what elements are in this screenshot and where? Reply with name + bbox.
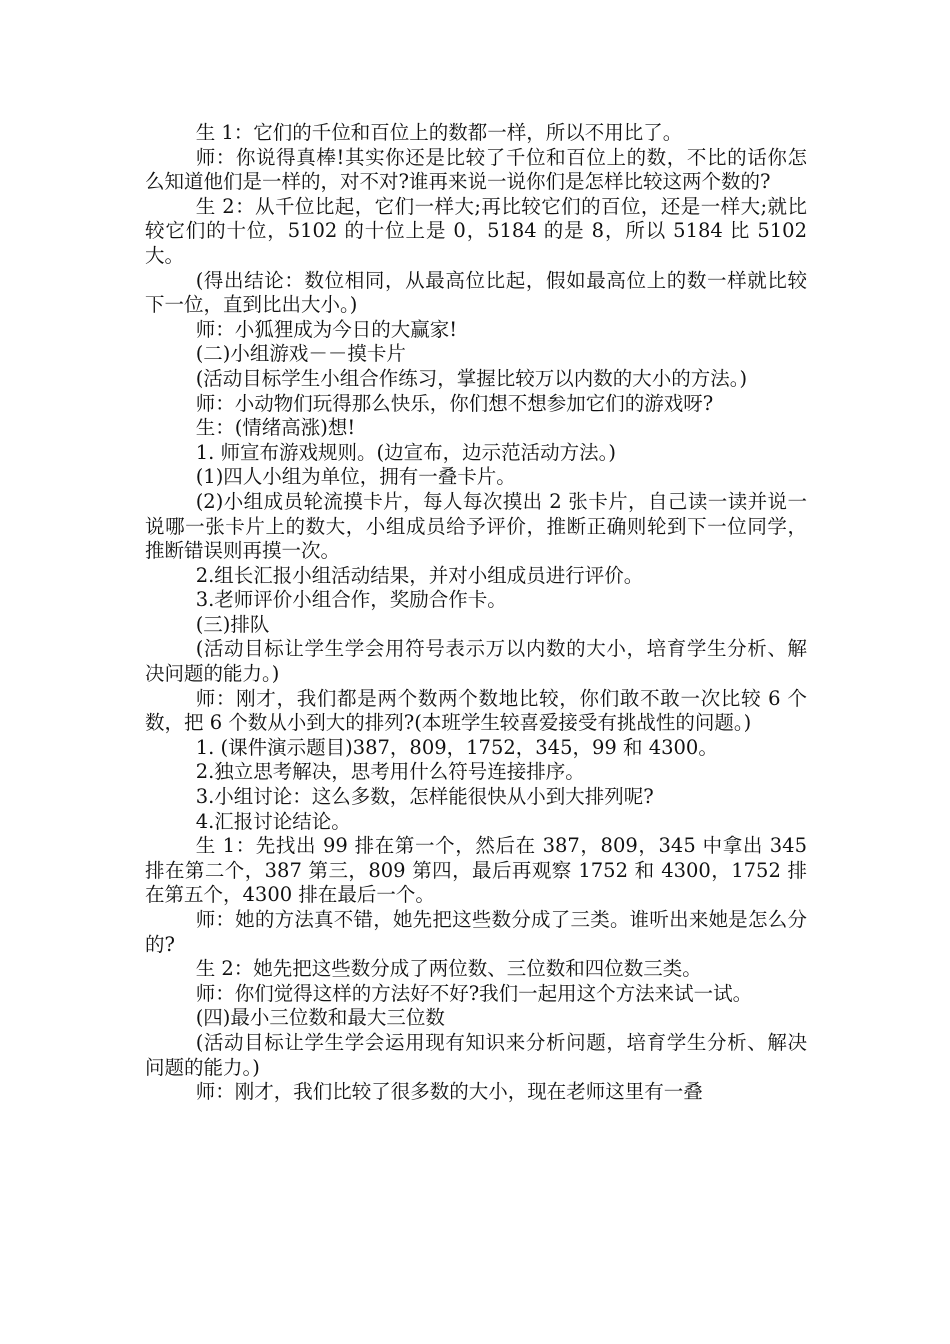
- paragraph: 师：刚才，我们比较了很多数的大小，现在老师这里有一叠: [195, 1080, 703, 1104]
- list-item: 3.老师评价小组合作，奖励合作卡。: [195, 588, 507, 612]
- paragraph: 师：她的方法真不错，她先把这些数分成了三类。谁听出来她是怎么分的?: [145, 908, 807, 956]
- paragraph: 师：你们觉得这样的方法好不好?我们一起用这个方法来试一试。: [195, 981, 753, 1005]
- paragraph: 师：刚才，我们都是两个数两个数地比较，你们敢不敢一次比较 6 个数，把 6 个数从小到大的排列?(本班学生较喜爱接受有挑战性的问题。): [145, 686, 807, 735]
- paragraph: 师：小狐狸成为今日的大赢家!: [195, 317, 458, 341]
- section-heading: (二)小组游戏－－摸卡片: [195, 342, 406, 366]
- paragraph: (得出结论：数位相同，从最高位比起，假如最高位上的数一样就比较下一位，直到比出大小。): [145, 268, 807, 317]
- section-heading: (三)排队: [195, 612, 270, 636]
- paragraph: (活动目标让学生学会运用现有知识来分析问题，培育学生分析、解决问题的能力。): [145, 1030, 807, 1079]
- paragraph: 生 2：她先把这些数分成了两位数、三位数和四位数三类。: [195, 957, 702, 981]
- paragraph: 生 2：从千位比起，它们一样大;再比较它们的百位，还是一样大;就比较它们的十位，5102 的十位上是 0，5184 的是 8，所以 5184 比 5102 大。: [145, 194, 807, 267]
- document-body: [145, 121, 807, 1105]
- list-item: 1. (课件演示题目)387，809，1752，345，99 和 4300。: [195, 735, 718, 759]
- list-item: 1. 师宣布游戏规则。(边宣布，边示范活动方法。): [195, 440, 616, 464]
- paragraph: 师：小动物们玩得那么快乐，你们想不想参加它们的游戏呀?: [195, 391, 714, 415]
- paragraph: 生 1：它们的千位和百位上的数都一样，所以不用比了。: [195, 121, 683, 144]
- list-item: 2.组长汇报小组活动结果，并对小组成员进行评价。: [195, 563, 644, 587]
- list-item: 2.独立思考解决，思考用什么符号连接排序。: [195, 760, 585, 784]
- list-item: (1)四人小组为单位，拥有一叠卡片。: [195, 465, 516, 489]
- paragraph: (活动目标让学生学会用符号表示万以内数的大小，培育学生分析、解决问题的能力。): [145, 637, 807, 686]
- paragraph: (活动目标学生小组合作练习，掌握比较万以内数的大小的方法。): [195, 366, 748, 390]
- paragraph: 生 1：先找出 99 排在第一个，然后在 387，809，345 中拿出 345 排在第二个，387 第三，809 第四，最后再观察 1752 和 4300，1752 排在第五个，4300 排在最后一个。: [145, 834, 807, 907]
- section-heading: (四)最小三位数和最大三位数: [195, 1006, 445, 1030]
- list-item: (2)小组成员轮流摸卡片，每人每次摸出 2 张卡片，自己读一读并说一说哪一张卡片上的数大，小组成员给予评价，推断正确则轮到下一位同学，推断错误则再摸一次。: [145, 489, 807, 563]
- paragraph: 生：(情绪高涨)想!: [195, 416, 356, 440]
- list-item: 3.小组讨论：这么多数，怎样能很快从小到大排列呢?: [195, 785, 654, 809]
- paragraph: 师：你说得真棒!其实你还是比较了千位和百位上的数，不比的话你怎么知道他们是一样的，对不对?谁再来说一说你们是怎样比较这两个数的?: [145, 145, 807, 194]
- list-item: 4.汇报讨论结论。: [195, 809, 351, 833]
